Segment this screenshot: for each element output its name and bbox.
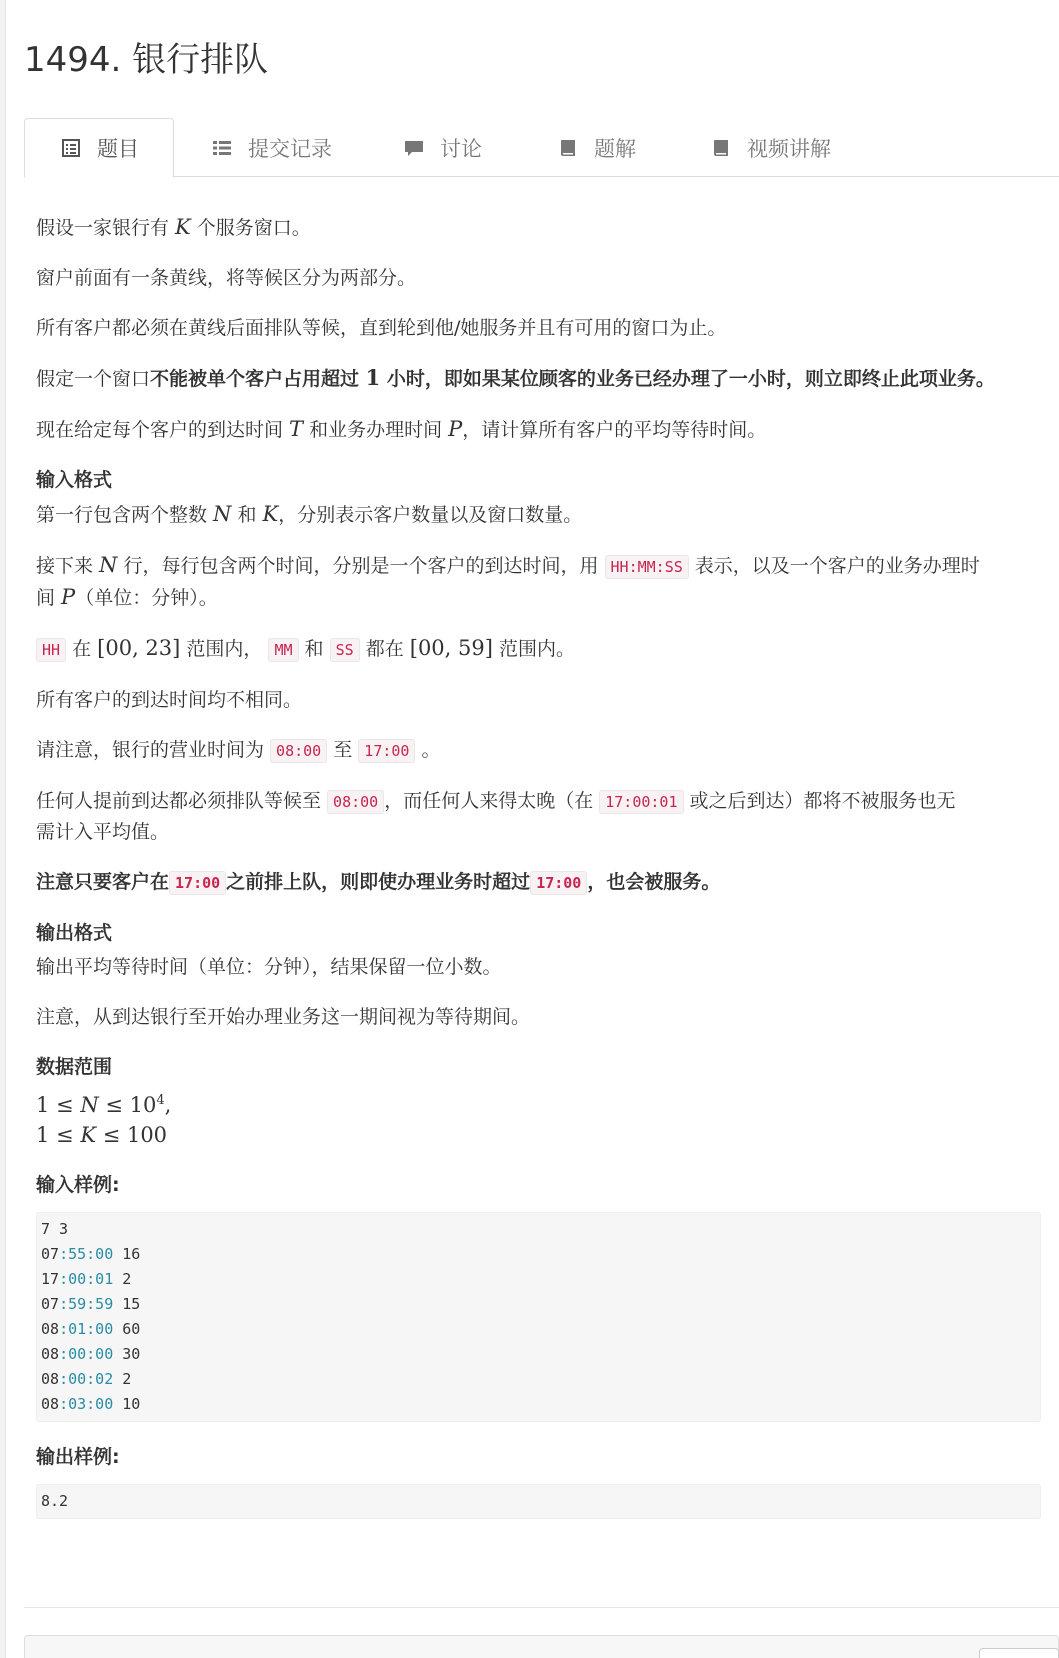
paragraph: 输出平均等待时间（单位：分钟），结果保留一位小数。 [36, 956, 502, 978]
math-text: 1 ≤ [36, 1123, 81, 1147]
math-var: N [213, 502, 232, 526]
range-line [36, 1086, 1041, 1120]
code-token: 2 [113, 1270, 132, 1288]
text: ，分别表示客户数量以及窗口数量。 [278, 504, 583, 526]
code-token: 08 [41, 1345, 60, 1363]
text: 任何人提前到达都必须排队等候至 [36, 790, 328, 812]
code-token: :01:00 [59, 1320, 114, 1338]
bold-text: ，也会被服务。 [587, 871, 721, 893]
inline-code: 17:00 [169, 871, 226, 895]
inline-code: 08:00 [270, 739, 327, 763]
paragraph [36, 735, 1041, 766]
code-line: 7 3 [41, 1220, 69, 1238]
tab-discussion[interactable] [404, 118, 482, 177]
inline-code: 17:00 [530, 871, 587, 895]
text: 接下来 [36, 555, 100, 577]
tab-bar [24, 118, 1059, 177]
math-range: [00, 59] [409, 636, 493, 660]
text: 需计入平均值。 [36, 821, 170, 843]
book-icon [558, 138, 578, 158]
code-token: 10 [113, 1395, 141, 1413]
code-line [41, 1370, 131, 1388]
math-range: [00, 23] [97, 636, 181, 660]
math-text: ≤ 100 [96, 1123, 168, 1147]
text: 现在给定每个客户的到达时间 [36, 419, 290, 441]
code-token: :59:59 [59, 1295, 114, 1313]
code-token: 2 [113, 1370, 132, 1388]
inline-code: 17:00 [358, 739, 415, 763]
editor-toolbar [24, 1635, 1059, 1658]
left-edge [0, 0, 6, 1658]
math-text: 1 ≤ [36, 1093, 81, 1117]
sample-input-heading: 输入样例: [36, 1174, 120, 1196]
tab-problem[interactable] [24, 118, 174, 178]
tab-video[interactable] [711, 118, 831, 177]
page-title: 1494. 银行排队 [24, 40, 269, 80]
code-token: 16 [113, 1245, 141, 1263]
sample-output-heading: 输出样例: [36, 1446, 120, 1468]
tab-submissions[interactable] [212, 118, 332, 177]
bold-text: 不能被单个客户占用超过 [150, 368, 366, 390]
math-text: , [164, 1093, 172, 1117]
code-line [41, 1395, 140, 1413]
bold-text: 注意只要客户在 [36, 871, 170, 893]
comment-icon [404, 138, 424, 158]
inline-code: HH [36, 638, 66, 662]
code-token: 30 [113, 1345, 141, 1363]
paragraph [36, 499, 1041, 530]
toolbar-button[interactable] [979, 1648, 1059, 1658]
code-token: 08 [41, 1370, 60, 1388]
code-line [41, 1320, 140, 1338]
math-num: 1 [365, 365, 381, 390]
code-line [41, 1245, 140, 1263]
code-token: :00:01 [59, 1270, 114, 1288]
text: 和业务办理时间 [303, 419, 449, 441]
text: ，请计算所有客户的平均等待时间。 [462, 419, 767, 441]
paragraph: 注意，从到达银行至开始办理业务这一期间视为等待期间。 [36, 1006, 531, 1028]
sample-input-code [36, 1212, 1041, 1422]
code-token: 08 [41, 1395, 60, 1413]
math-var: N [99, 553, 118, 577]
paragraph [36, 867, 1041, 898]
code-token: 08 [41, 1320, 60, 1338]
code-token: :03:00 [59, 1395, 114, 1413]
code-token: 07 [41, 1245, 60, 1263]
text: 或之后到达）都将不被服务也无 [683, 790, 956, 812]
code-line: 8.2 [41, 1492, 69, 1510]
math-var: K [80, 1123, 97, 1147]
sample-output-code [36, 1484, 1041, 1519]
text: 第一行包含两个整数 [36, 504, 214, 526]
paragraph [36, 414, 1041, 445]
text: 和 [298, 638, 330, 660]
text: 表示，以及一个客户的业务办理时 [688, 555, 980, 577]
paragraph [36, 550, 1041, 613]
list-icon [212, 138, 232, 158]
text: 假设一家银行有 [36, 217, 176, 239]
code-token: :00:00 [59, 1345, 114, 1363]
data-range-heading: 数据范围 [36, 1056, 113, 1078]
book-icon [711, 138, 731, 158]
inline-code: SS [330, 638, 360, 662]
code-line [41, 1345, 140, 1363]
code-token: :55:00 [59, 1245, 114, 1263]
text: 行，每行包含两个时间，分别是一个客户的到达时间，用 [117, 555, 605, 577]
tab-label: 视频讲解 [747, 136, 831, 161]
text: 范围内。 [492, 638, 575, 660]
math-var: P [61, 585, 76, 609]
range-line [36, 1120, 1041, 1150]
problem-content [36, 212, 1041, 1519]
inline-code: HH:MM:SS [605, 555, 689, 579]
math-var: N [80, 1093, 99, 1117]
code-token: 07 [41, 1295, 60, 1313]
text: （单位：分钟）。 [75, 587, 218, 609]
math-var: K [175, 215, 191, 239]
tab-label: 题目 [97, 137, 139, 161]
paragraph: 所有客户的到达时间均不相同。 [36, 689, 303, 711]
bold-text: 之前排上队，则即使办理业务时超过 [226, 871, 531, 893]
code-token: 60 [113, 1320, 141, 1338]
paragraph [36, 212, 1041, 243]
tab-solutions[interactable] [558, 118, 636, 177]
text: 至 [327, 739, 359, 761]
paragraph: 所有客户都必须在黄线后面排队等候，直到轮到他/她服务并且有可用的窗口为止。 [36, 317, 727, 339]
math-text: ≤ 10 [98, 1093, 157, 1117]
bold-text: 小时，即如果某位顾客的业务已经办理了一小时，则立即终止此项业务。 [380, 368, 995, 390]
math-var: P [448, 417, 463, 441]
math-exp: 4 [156, 1093, 165, 1108]
code-line [41, 1295, 140, 1313]
code-line [41, 1270, 131, 1288]
tab-label: 提交记录 [248, 136, 332, 161]
paragraph [36, 786, 1041, 847]
inline-code: MM [268, 638, 298, 662]
inline-code: 08:00 [327, 790, 384, 814]
text: 在 [66, 638, 98, 660]
list-alt-icon [61, 138, 81, 158]
text: 间 [36, 587, 62, 609]
paragraph [36, 633, 1041, 665]
inline-code: 17:00:01 [599, 790, 683, 814]
code-token: :00:02 [59, 1370, 114, 1388]
input-format-heading: 输入格式 [36, 469, 113, 491]
text: 都在 [359, 638, 410, 660]
text: 和 [231, 504, 263, 526]
divider [24, 1607, 1059, 1608]
math-var: T [289, 417, 304, 441]
text: 个服务窗口。 [190, 217, 311, 239]
text: ，而任何人来得太晚（在 [384, 790, 600, 812]
text: 请注意，银行的营业时间为 [36, 739, 271, 761]
code-token: 17 [41, 1270, 60, 1288]
math-var: K [262, 502, 279, 526]
output-format-heading: 输出格式 [36, 922, 113, 944]
code-token: 15 [113, 1295, 141, 1313]
paragraph [36, 363, 1041, 394]
tab-label: 题解 [594, 136, 636, 161]
text: 范围内， [180, 638, 269, 660]
text: 假定一个窗口 [36, 368, 151, 390]
text: 。 [415, 739, 441, 761]
paragraph: 窗户前面有一条黄线，将等候区分为两部分。 [36, 267, 417, 289]
tab-label: 讨论 [440, 136, 482, 161]
